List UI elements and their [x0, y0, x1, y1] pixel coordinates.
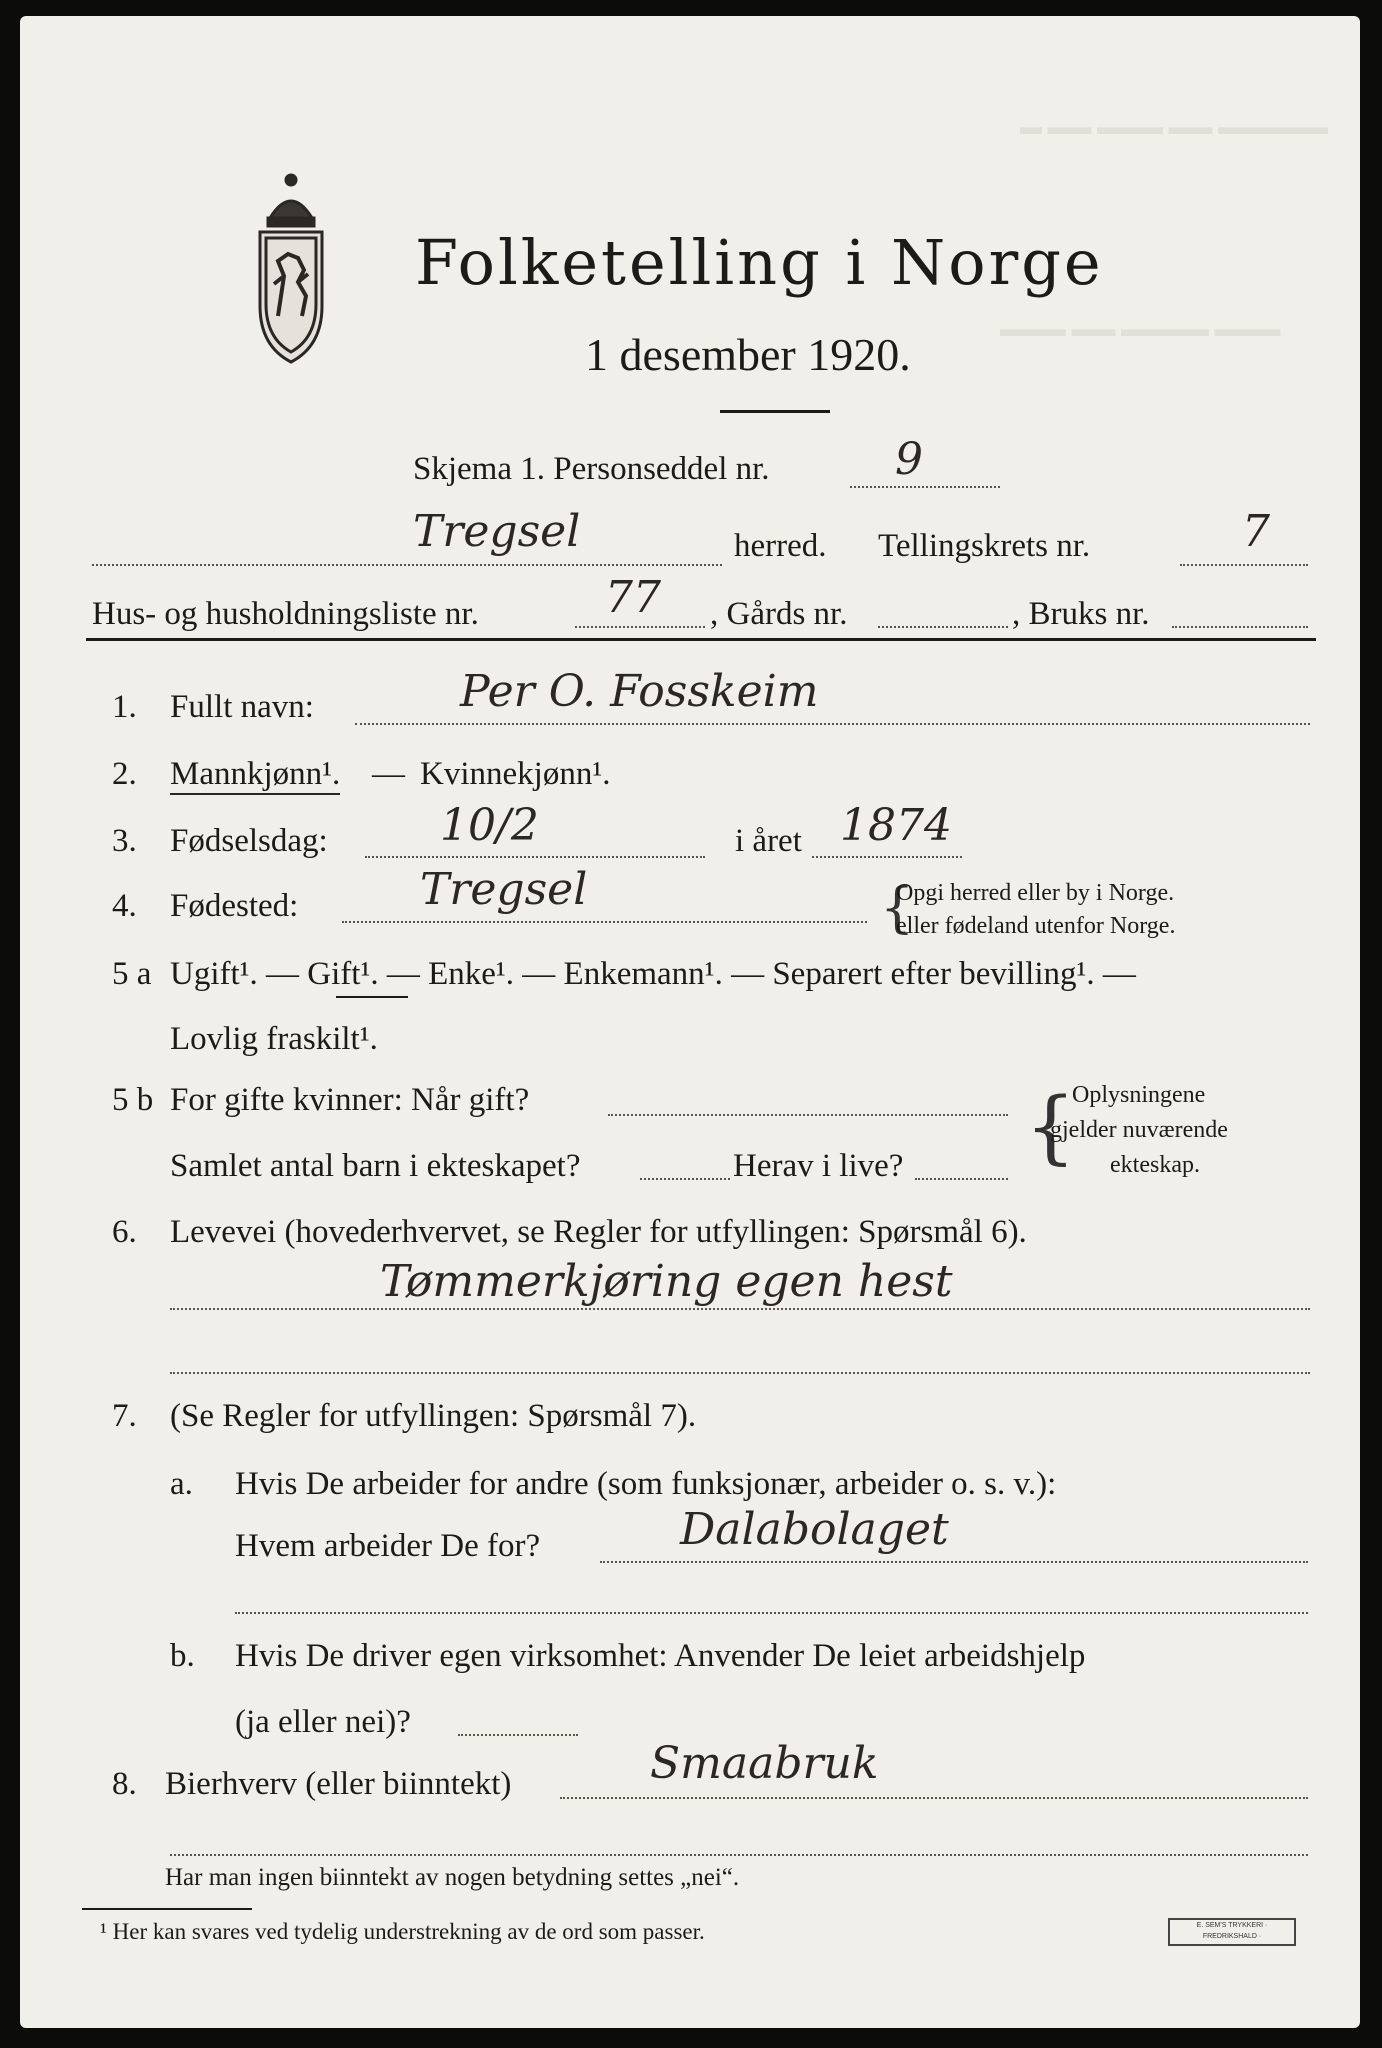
- husholdningsliste-label: Hus- og husholdningsliste nr.: [92, 596, 479, 632]
- dotted-line: [365, 856, 705, 858]
- dotted-line: [850, 486, 1000, 488]
- q6-number: 6.: [112, 1214, 137, 1250]
- personseddel-number[interactable]: 9: [895, 434, 923, 485]
- full-name-value[interactable]: Per O. Fosskeim: [460, 666, 819, 717]
- brace: {: [1025, 1080, 1076, 1173]
- dotted-line: [1180, 564, 1308, 566]
- gift-underline: [336, 996, 408, 998]
- herred-value[interactable]: Tregsel: [413, 506, 581, 557]
- q2-number: 2.: [112, 756, 137, 792]
- dotted-line: [560, 1797, 1308, 1799]
- footer-note: Har man ingen biinntekt av nogen betydning settes „nei“.: [165, 1864, 740, 1891]
- census-date: 1 desember 1920.: [585, 329, 911, 380]
- married-note-line2: gjelder nuværende: [1050, 1117, 1228, 1143]
- bruks-label: , Bruks nr.: [1012, 596, 1150, 632]
- bleed-through-text: ▬ ▬▬ ▬▬▬ ▬▬ ▬▬▬▬▬: [1020, 114, 1328, 139]
- form-title: Folketelling i Norge: [415, 226, 1104, 299]
- dotted-line: [878, 626, 1008, 628]
- q3-number: 3.: [112, 823, 137, 859]
- birthplace-note-line2: eller fødeland utenfor Norge.: [896, 913, 1176, 939]
- secondary-income-value[interactable]: Smaabruk: [650, 1738, 879, 1789]
- male-option[interactable]: Mannkjønn¹.: [170, 756, 340, 795]
- dotted-line: [92, 564, 722, 566]
- dotted-line: [458, 1734, 578, 1736]
- q5a-number: 5 a: [112, 956, 152, 992]
- marital-status-options-line2[interactable]: Lovlig fraskilt¹.: [170, 1021, 378, 1057]
- birth-day-value[interactable]: 10/2: [440, 800, 539, 851]
- dotted-line: [170, 1372, 1310, 1374]
- dotted-line: [355, 723, 1310, 725]
- married-note-line1: Oplysningene: [1072, 1082, 1206, 1108]
- occupation-value[interactable]: Tømmerkjøring egen hest: [380, 1256, 953, 1307]
- q7a-letter: a.: [170, 1466, 193, 1502]
- tellingskrets-label: Tellingskrets nr.: [878, 528, 1091, 564]
- q4-label: Fødested:: [170, 888, 299, 924]
- title-divider: [720, 410, 830, 413]
- q7b-line2: (ja eller nei)?: [235, 1704, 411, 1740]
- dotted-line: [600, 1561, 1308, 1563]
- gender-separator: —: [372, 756, 405, 792]
- married-note-line3: ekteskap.: [1110, 1152, 1200, 1178]
- q7a-line2: Hvem arbeider De for?: [235, 1528, 541, 1564]
- birthplace-note-line1: Opgi herred eller by i Norge.: [896, 880, 1175, 906]
- married-when-label: For gifte kvinner: Når gift?: [170, 1082, 530, 1118]
- q6-label: Levevei (hovederhvervet, se Regler for utfyllingen: Spørsmål 6).: [170, 1214, 1027, 1250]
- gards-label: , Gårds nr.: [710, 596, 848, 632]
- dotted-line: [640, 1178, 730, 1180]
- dotted-line: [608, 1114, 1008, 1116]
- dotted-line: [235, 1612, 1308, 1614]
- q7b-letter: b.: [170, 1638, 195, 1674]
- q8-label: Bierhverv (eller biinntekt): [165, 1766, 512, 1802]
- marital-status-options[interactable]: Ugift¹. — Gift¹. — Enke¹. — Enkemann¹. — Separert efter bevilling¹. —: [170, 956, 1136, 992]
- census-form-page: [20, 16, 1360, 2028]
- q4-number: 4.: [112, 888, 137, 924]
- children-alive-label: Herav i live?: [733, 1148, 904, 1184]
- dotted-line: [170, 1308, 1310, 1310]
- dotted-line: [170, 1854, 1308, 1856]
- birthplace-value[interactable]: Tregsel: [420, 864, 588, 915]
- q7-label: (Se Regler for utfyllingen: Spørsmål 7).: [170, 1398, 697, 1434]
- schema-label: Skjema 1. Personseddel nr.: [413, 451, 770, 487]
- bleed-through-text: ▬▬▬ ▬▬ ▬▬▬▬ ▬▬▬: [1000, 316, 1281, 341]
- birth-year-value[interactable]: 1874: [840, 800, 952, 851]
- q7a-line1: Hvis De arbeider for andre (som funksjonær, arbeider o. s. v.):: [235, 1466, 1057, 1502]
- husholdningsliste-number[interactable]: 77: [605, 572, 661, 623]
- herred-label: herred.: [734, 528, 827, 564]
- dotted-line: [1172, 626, 1308, 628]
- q7b-line1: Hvis De driver egen virksomhet: Anvender De leiet arbeidshjelp: [235, 1638, 1086, 1674]
- employer-value[interactable]: Dalabolaget: [680, 1504, 949, 1555]
- tellingskrets-number[interactable]: 7: [1242, 506, 1270, 557]
- dotted-line: [812, 856, 962, 858]
- q3-label: Fødselsdag:: [170, 823, 328, 859]
- header-rule: [86, 638, 1316, 641]
- dotted-line: [915, 1178, 1008, 1180]
- dotted-line: [342, 921, 867, 923]
- q7-number: 7.: [112, 1398, 137, 1434]
- q5b-number: 5 b: [112, 1082, 154, 1118]
- birth-year-label: i året: [735, 823, 802, 859]
- female-option[interactable]: Kvinnekjønn¹.: [420, 756, 611, 792]
- footnote-rule: [82, 1908, 252, 1910]
- q1-label: Fullt navn:: [170, 689, 314, 725]
- q1-number: 1.: [112, 689, 137, 725]
- dotted-line: [575, 626, 705, 628]
- brace: {: [880, 876, 915, 939]
- children-total-label: Samlet antal barn i ekteskapet?: [170, 1148, 581, 1184]
- footnote: ¹ Her kan svares ved tydelig understrekning av de ord som passer.: [100, 1919, 705, 1944]
- norway-coat-of-arms-icon: [248, 166, 334, 372]
- printer-stamp: E. SEM'S TRYKKERI · FREDRIKSHALD ·: [1168, 1918, 1296, 1946]
- q8-number: 8.: [112, 1766, 137, 1802]
